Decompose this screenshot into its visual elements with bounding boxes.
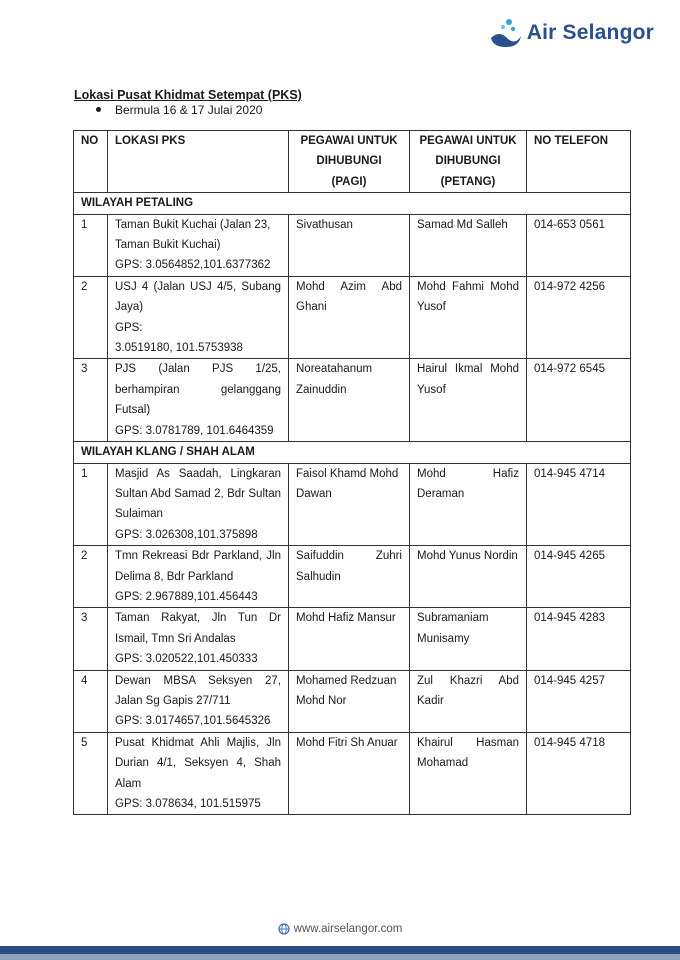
- gps-text: GPS: 3.078634, 101.515975: [115, 798, 261, 810]
- gps-text: GPS: 3.020522,101.450333: [115, 653, 258, 666]
- region-row: [74, 193, 631, 214]
- header-petang-line: PEGAWAI UNTUK: [419, 135, 517, 147]
- footer-website[interactable]: [0, 923, 680, 935]
- table-row: [74, 608, 631, 670]
- row-no: 3: [74, 608, 108, 670]
- gps-text: GPS: 3.0781789, 101.6464359: [115, 424, 274, 437]
- row-petang: Mohd Fahmi Mohd Yusof: [410, 276, 527, 359]
- lokasi-text: Taman Rakyat, Jln Tun Dr Ismail, Tmn Sri Andalas: [115, 612, 281, 645]
- footer-bar-blue: [0, 946, 680, 954]
- row-petang: Subramaniam Munisamy: [410, 608, 527, 670]
- table-row: [74, 670, 631, 732]
- row-no: 1: [74, 463, 108, 546]
- bullet-icon: [96, 107, 101, 112]
- gps-text: GPS: 3.026308,101.375898: [115, 528, 258, 541]
- date-bullet: [96, 103, 262, 117]
- lokasi-text: Taman Bukit Kuchai (Jalan 23, Taman Bukit Kuchai): [115, 218, 271, 252]
- row-pagi: Faisol Khamd Mohd Dawan: [289, 463, 410, 546]
- brand-name: Air Selangor: [526, 21, 654, 44]
- pks-location-table: [73, 130, 631, 815]
- row-pagi: Saifuddin Zuhri Salhudin: [289, 546, 410, 608]
- row-telefon: 014-972 6545: [527, 359, 631, 442]
- table-row: [74, 214, 631, 276]
- header-lokasi: LOKASI PKS: [108, 131, 289, 193]
- document-heading: Lokasi Pusat Khidmat Setempat (PKS): [74, 88, 302, 102]
- header-petang-line: (PETANG): [440, 175, 496, 188]
- lokasi-text: Tmn Rekreasi Bdr Parkland, Jln Delima 8, Bdr Parkland: [115, 550, 281, 583]
- row-telefon: 014-653 0561: [527, 214, 631, 276]
- row-no: 1: [74, 214, 108, 276]
- region-row: [74, 442, 631, 463]
- header-pagi: [289, 131, 410, 193]
- region-name: WILAYAH KLANG / SHAH ALAM: [74, 442, 631, 463]
- header-no: NO: [74, 131, 108, 193]
- gps-label: GPS:: [115, 321, 143, 334]
- row-lokasi: [108, 608, 289, 670]
- lokasi-text: PJS (Jalan PJS 1/25, berhampiran gelanggang Futsal): [115, 363, 281, 417]
- row-no: 2: [74, 276, 108, 359]
- brand-logo: [489, 18, 654, 48]
- row-petang: Samad Md Salleh: [410, 214, 527, 276]
- row-pagi: Noreatahanum Zainuddin: [289, 359, 410, 442]
- table-row: [74, 276, 631, 359]
- lokasi-text: USJ 4 (Jalan USJ 4/5, Subang Jaya): [115, 280, 281, 314]
- row-no: 3: [74, 359, 108, 442]
- header-petang-line: DIHUBUNGI: [435, 155, 501, 168]
- row-petang: Khairul Hasman Mohamad: [410, 732, 527, 815]
- row-pagi: Mohd Azim Abd Ghani: [289, 276, 410, 359]
- row-telefon: 014-945 4718: [527, 732, 631, 815]
- row-lokasi: [108, 359, 289, 442]
- row-telefon: 014-972 4256: [527, 276, 631, 359]
- row-pagi: Mohd Fitri Sh Anuar: [289, 732, 410, 815]
- lokasi-text: Masjid As Saadah, Lingkaran Sultan Abd Samad 2, Bdr Sultan Sulaiman: [115, 467, 281, 521]
- lokasi-text: Pusat Khidmat Ahli Majlis, Jln Durian 4/1, Seksyen 4, Shah Alam: [115, 736, 281, 790]
- region-name: WILAYAH PETALING: [74, 193, 631, 214]
- row-telefon: 014-945 4265: [527, 546, 631, 608]
- globe-icon: [278, 923, 290, 935]
- date-bullet-text: Bermula 16 & 17 Julai 2020: [115, 103, 263, 117]
- row-lokasi: [108, 463, 289, 546]
- row-lokasi: [108, 732, 289, 815]
- table-row: [74, 732, 631, 815]
- row-lokasi: [108, 214, 289, 276]
- gps-text: GPS: 3.0564852,101.6377362: [115, 259, 271, 272]
- row-lokasi: [108, 546, 289, 608]
- table-row: [74, 359, 631, 442]
- header-petang: [410, 131, 527, 193]
- gps-text: GPS: 2.967889,101.456443: [115, 590, 258, 603]
- row-petang: Mohd Hafiz Deraman: [410, 463, 527, 546]
- row-petang: Mohd Yunus Nordin: [410, 546, 527, 608]
- row-pagi: Mohamed Redzuan Mohd Nor: [289, 670, 410, 732]
- row-lokasi: [108, 670, 289, 732]
- row-telefon: 014-945 4257: [527, 670, 631, 732]
- header-pagi-line: (PAGI): [331, 175, 367, 188]
- footer-bar-grey: [0, 954, 680, 960]
- row-no: 2: [74, 546, 108, 608]
- row-petang: Hairul Ikmal Mohd Yusof: [410, 359, 527, 442]
- lokasi-text: Dewan MBSA Seksyen 27, Jalan Sg Gapis 27/711: [115, 674, 281, 707]
- table-header-row: [74, 131, 631, 193]
- row-pagi: Mohd Hafiz Mansur: [289, 608, 410, 670]
- row-telefon: 014-945 4283: [527, 608, 631, 670]
- table-row: [74, 546, 631, 608]
- header-pagi-line: DIHUBUNGI: [316, 155, 382, 168]
- gps-text: GPS: 3.0174657,101.5645326: [115, 715, 271, 728]
- row-petang: Zul Khazri Abd Kadir: [410, 670, 527, 732]
- row-lokasi: [108, 276, 289, 359]
- row-no: 4: [74, 670, 108, 732]
- gps-text: 3.0519180, 101.5753938: [115, 342, 243, 355]
- row-telefon: 014-945 4714: [527, 463, 631, 546]
- footer-url-text[interactable]: www.airselangor.com: [293, 923, 403, 936]
- water-droplet-logo-icon: [489, 18, 523, 48]
- header-telefon: NO TELEFON: [527, 131, 631, 193]
- row-no: 5: [74, 732, 108, 815]
- row-pagi: Sivathusan: [289, 214, 410, 276]
- header-pagi-line: PEGAWAI UNTUK: [300, 135, 398, 147]
- table-row: [74, 463, 631, 546]
